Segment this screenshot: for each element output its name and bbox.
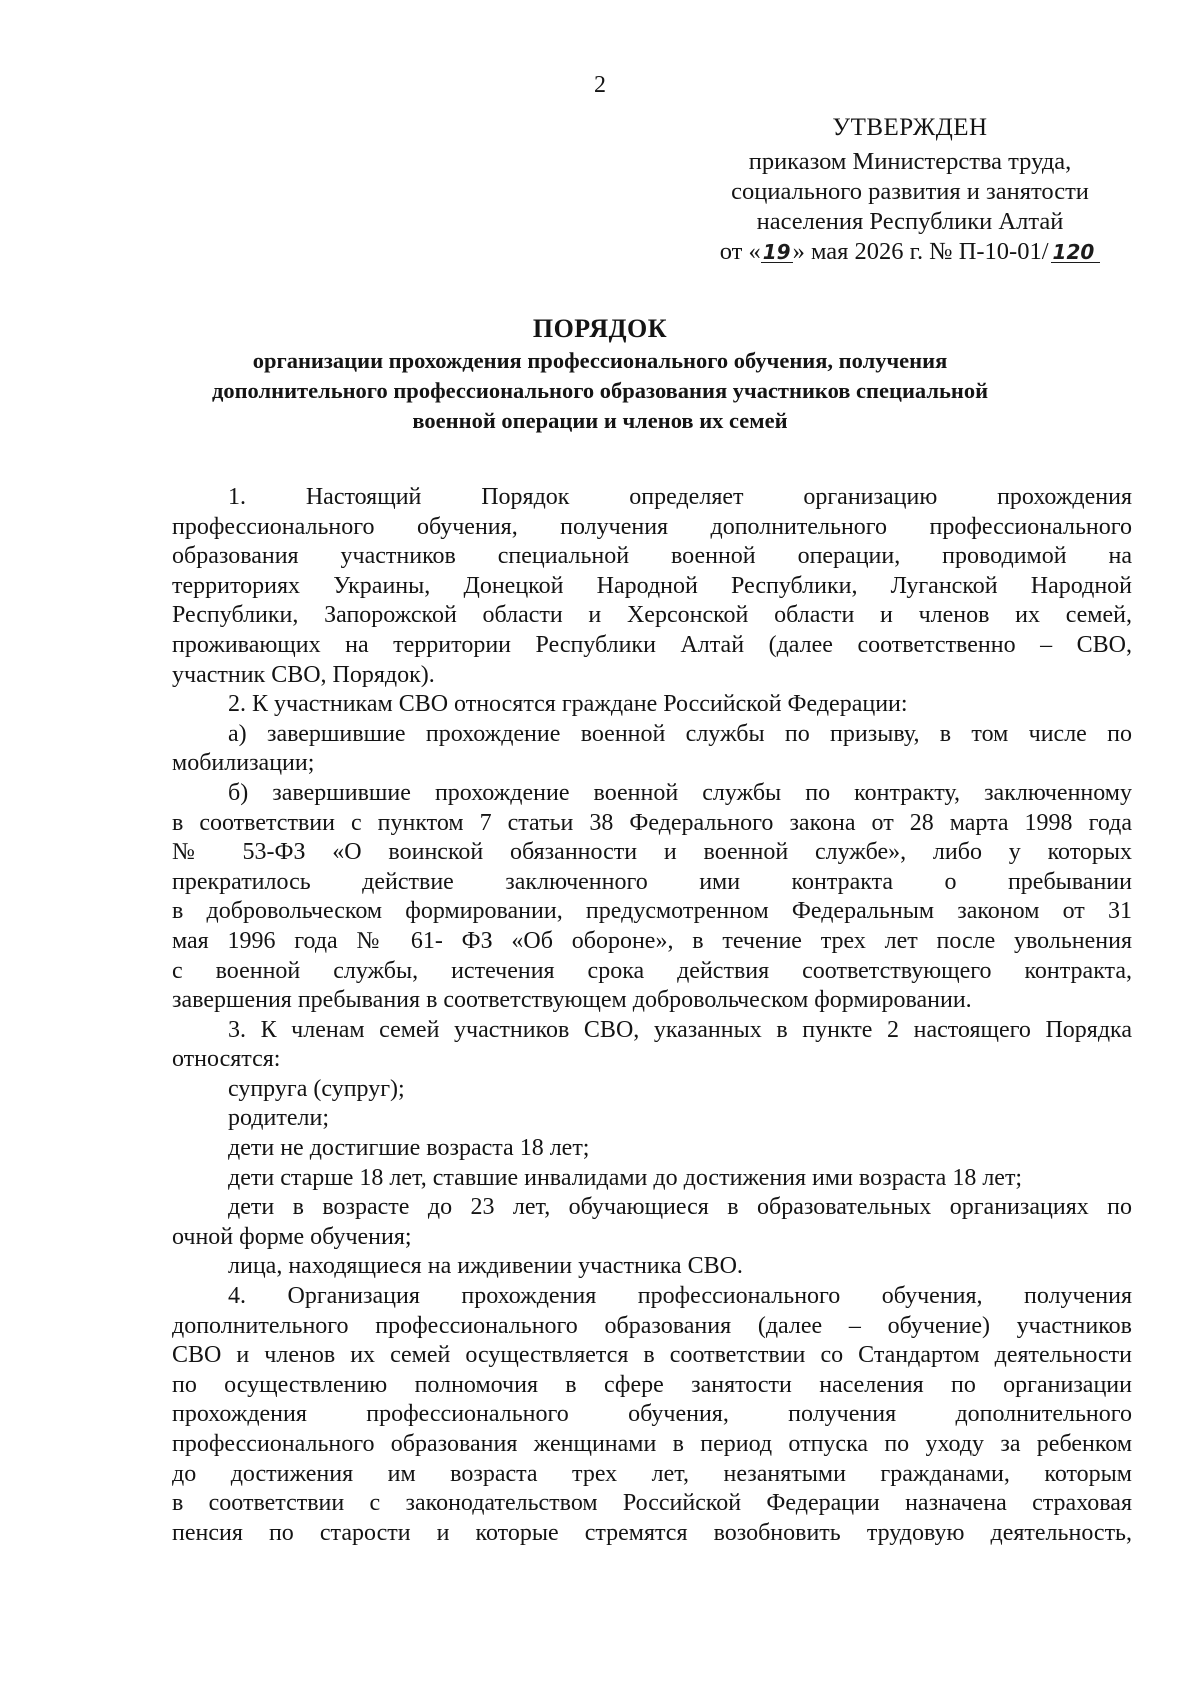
body-line: профессионального обучения, получения дополнительного профессионального [172, 513, 1132, 540]
page-number: 2 [594, 72, 606, 98]
body-line: лица, находящиеся на иждивении участника СВО. [228, 1253, 743, 1280]
approval-date-line [690, 237, 1130, 267]
date-prefix: от « [719, 238, 761, 265]
approval-line: населения Республики Алтай [756, 208, 1064, 235]
approval-stamp-block [690, 113, 1130, 267]
date-middle: » мая 2026 г. № П-10-01/ [792, 238, 1049, 265]
body-line: в добровольческом формировании, предусмотренном Федеральным законом от 31 [172, 898, 1132, 925]
body-line: территориях Украины, Донецкой Народной Республики, Луганской Народной [172, 572, 1132, 599]
body-line: 1. Настоящий Порядок определяет организацию прохождения [228, 484, 1132, 510]
body-line: супруга (супруг); [228, 1075, 405, 1102]
body-line: образования участников специальной военной операции, проводимой на [172, 543, 1132, 570]
body-line: дополнительного профессионального образования (далее – обучение) участников [172, 1312, 1132, 1339]
body-line: проживающих на территории Республики Алтай (далее соответственно – СВО, [172, 631, 1132, 658]
handwritten-day: 19 [762, 240, 791, 264]
body-line: участник СВО, Порядок). [172, 661, 435, 688]
body-line: пенсия по старости и которые стремятся возобновить трудовую деятельность, [172, 1519, 1132, 1546]
body-line: до достижения им возраста трех лет, незанятыми гражданами, которым [172, 1460, 1132, 1487]
approval-caption: УТВЕРЖДЕН [832, 114, 988, 141]
body-line: дети старше 18 лет, ставшие инвалидами до достижения ими возраста 18 лет; [228, 1164, 1023, 1191]
body-line: по осуществлению полномочия в сфере занятости населения по организации [172, 1371, 1132, 1398]
handwritten-order-number: 120 [1051, 242, 1101, 263]
body-line: 3. К членам семей участников СВО, указанных в пункте 2 настоящего Порядка [228, 1016, 1132, 1043]
body-line: прекратилось действие заключенного ими контракта о пребывании [172, 868, 1132, 895]
approval-line: приказом Министерства труда, [748, 148, 1072, 175]
subtitle-line: организации прохождения профессионального обучения, получения [252, 348, 948, 373]
approval-line: социального развития и занятости [731, 178, 1089, 205]
body-line: родители; [228, 1105, 329, 1132]
body-line: 4. Организация прохождения профессионального обучения, получения [228, 1283, 1132, 1310]
body-line: профессионального образования женщинами в период отпуска по уходу за ребенком [172, 1431, 1132, 1457]
body-line: в соответствии с законодательством Российской Федерации назначена страховая [172, 1490, 1132, 1517]
body-line: мая 1996 года № 61- ФЗ «Об обороне», в течение трех лет после увольнения [172, 927, 1132, 954]
body-line: а) завершившие прохождение военной службы по призыву, в том числе по [228, 720, 1132, 747]
body-line: дети не достигшие возраста 18 лет; [228, 1135, 590, 1162]
body-line: № 53-ФЗ «О воинской обязанности и военной службе», либо у которых [172, 839, 1132, 866]
body-line: завершения пребывания в соответствующем добровольческом формировании. [172, 987, 972, 1014]
body-line: б) завершившие прохождение военной службы по контракту, заключенному [228, 779, 1132, 806]
document-title: ПОРЯДОК [532, 314, 668, 343]
body-line: прохождения профессионального обучения, получения дополнительного [172, 1401, 1132, 1428]
document-subtitle [180, 346, 1020, 436]
body-line: относятся: [172, 1046, 281, 1073]
body-line: очной форме обучения; [172, 1223, 412, 1250]
body-line: Республики, Запорожской области и Херсонской области и членов их семей, [172, 602, 1132, 629]
body-line: 2. К участникам СВО относятся граждане Российской Федерации: [228, 691, 908, 718]
body-line: мобилизации; [172, 750, 315, 777]
body-line: СВО и членов их семей осуществляется в соответствии со Стандартом деятельности [172, 1342, 1132, 1369]
subtitle-line: дополнительного профессионального образования участников специальной [211, 378, 989, 403]
body-line: с военной службы, истечения срока действия соответствующего контракта, [172, 957, 1132, 984]
body-line: в соответствии с пунктом 7 статьи 38 Федерального закона от 28 марта 1998 года [172, 809, 1132, 836]
subtitle-line: военной операции и членов их семей [412, 408, 788, 433]
document-body [172, 483, 1132, 1548]
body-line: дети в возрасте до 23 лет, обучающиеся в образовательных организациях по [228, 1194, 1132, 1221]
